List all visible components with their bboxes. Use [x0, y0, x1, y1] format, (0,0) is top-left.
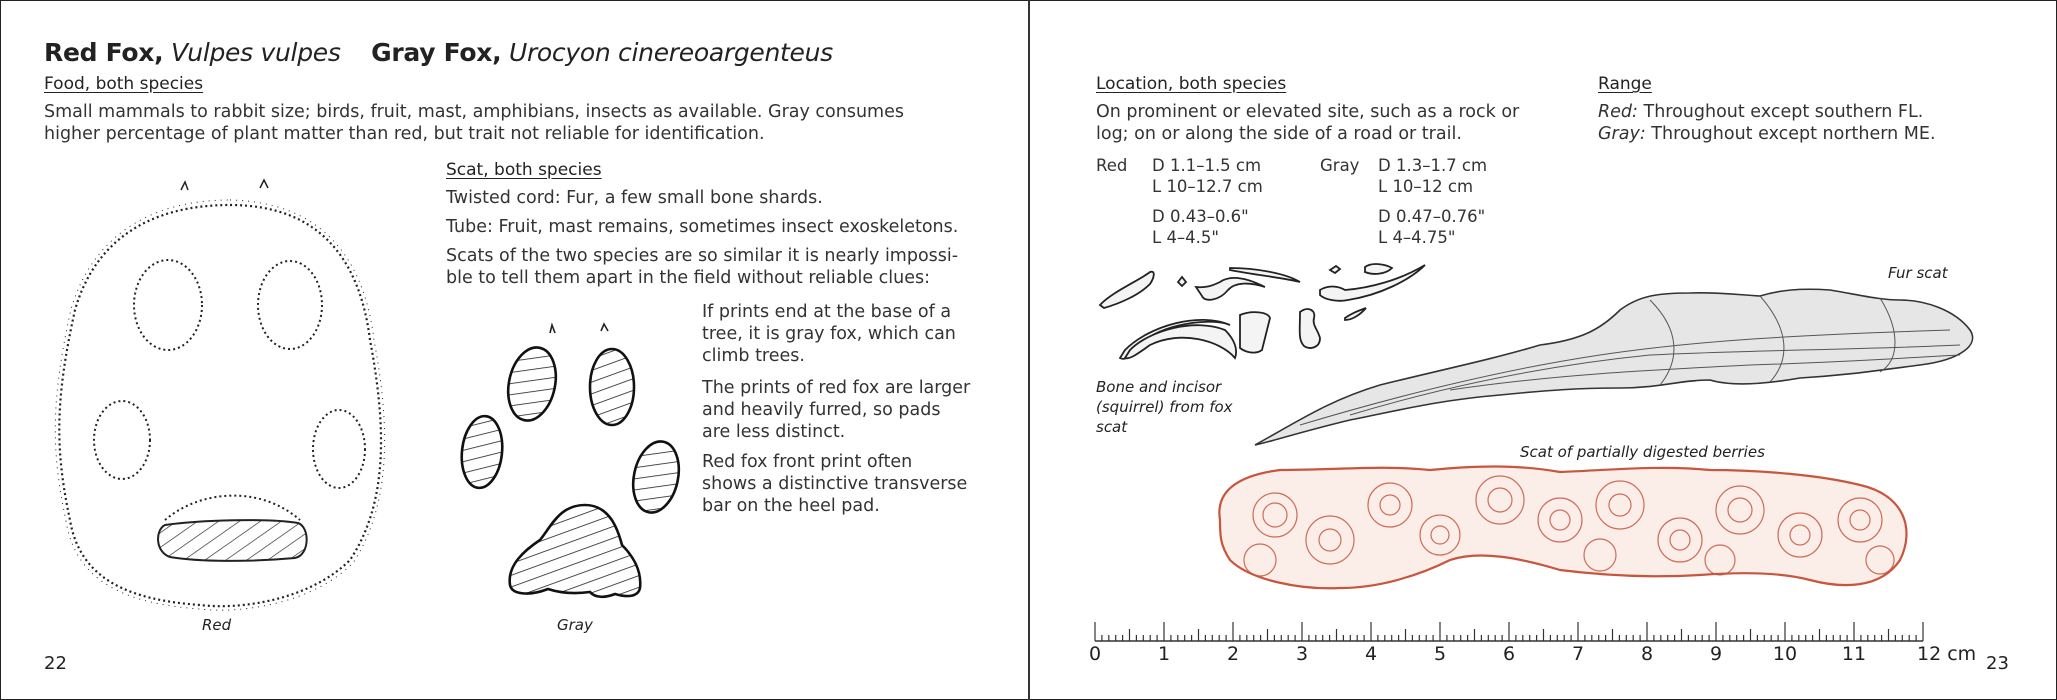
fur-scat-caption: Fur scat: [1888, 264, 1948, 282]
measure-red-metric-l: L 10–12.7 cm: [1152, 177, 1263, 196]
page-number-left: 22: [44, 653, 67, 674]
bone-caption: Bone and incisor (squirrel) from fox scat: [1096, 378, 1233, 436]
measure-gray-metric-l: L 10–12 cm: [1378, 177, 1474, 196]
ruler-label: 2: [1226, 643, 1240, 665]
gray-fox-latin-name: Urocyon cinereoargenteus: [508, 38, 833, 67]
measure-gray-imperial-l: L 4–4.75": [1378, 228, 1456, 247]
measure-red-metric-d: D 1.1–1.5 cm: [1152, 156, 1262, 175]
scat-heading: Scat, both species: [446, 160, 602, 180]
berry-scat-caption: Scat of partially digested berries: [1520, 443, 1765, 461]
ruler-label: 3: [1295, 643, 1309, 665]
ruler-label: 11: [1841, 643, 1867, 665]
measure-gray-label: Gray: [1320, 156, 1360, 175]
clue-fur: The prints of red fox are larger and heavily furred, so pads are less distinct.: [702, 378, 971, 442]
food-heading: Food, both species: [44, 74, 204, 94]
measure-gray-imperial-d: D 0.47–0.76": [1378, 207, 1486, 226]
ruler-label: 8: [1640, 643, 1654, 665]
range-heading: Range: [1598, 74, 1652, 94]
ruler-label: 10: [1772, 643, 1798, 665]
scat-line-similarity: Scats of the two species are so similar it is nearly impossi-ble to tell them apart in the field without reliable clues:: [446, 246, 959, 288]
measure-gray-metric-d: D 1.3–1.7 cm: [1378, 156, 1488, 175]
ruler-label: 7: [1571, 643, 1585, 665]
ruler-label: 1: [1157, 643, 1171, 665]
ruler-label: 4: [1364, 643, 1378, 665]
gray-fox-common-name: Gray Fox,: [371, 38, 502, 67]
range-red-label: Red:: [1598, 102, 1638, 122]
page-number-right: 23: [1986, 653, 2009, 674]
range-gray-label: Gray:: [1598, 124, 1646, 144]
scat-line-twisted-cord: Twisted cord: Fur, a few small bone shards.: [446, 188, 823, 208]
red-track-caption: Red: [202, 616, 232, 634]
range-gray-text: Throughout except northern ME.: [1645, 124, 1936, 144]
ruler-label: 9: [1709, 643, 1723, 665]
location-heading: Location, both species: [1096, 74, 1287, 94]
food-text: Small mammals to rabbit size; birds, fruit, mast, amphibians, insects as available. Gray consumes higher percentage of plant matter than red, but trait not reliable for identification.: [44, 102, 904, 144]
clue-heel-bar: Red fox front print often shows a distinctive transverse bar on the heel pad.: [702, 452, 968, 516]
red-fox-common-name: Red Fox,: [44, 38, 164, 67]
ruler-label: 6: [1502, 643, 1516, 665]
range-red-text: Throughout except southern FL.: [1637, 102, 1924, 122]
measure-red-imperial-d: D 0.43–0.6": [1152, 207, 1249, 226]
ruler-label: 5: [1433, 643, 1447, 665]
red-fox-latin-name: Vulpes vulpes: [170, 38, 341, 67]
clue-tree: If prints end at the base of a tree, it is gray fox, which can climb trees.: [702, 302, 956, 366]
location-text: On prominent or elevated site, such as a rock or log; on or along the side of a road or trail.: [1096, 102, 1520, 144]
measure-red-label: Red: [1096, 156, 1128, 175]
ruler-label: 12 cm: [1917, 643, 1977, 665]
gray-track-caption: Gray: [557, 616, 593, 634]
measure-red-imperial-l: L 4–4.5": [1152, 228, 1220, 247]
scat-line-tube: Tube: Fruit, mast remains, sometimes insect exoskeletons.: [446, 217, 959, 237]
ruler-label: 0: [1088, 643, 1102, 665]
